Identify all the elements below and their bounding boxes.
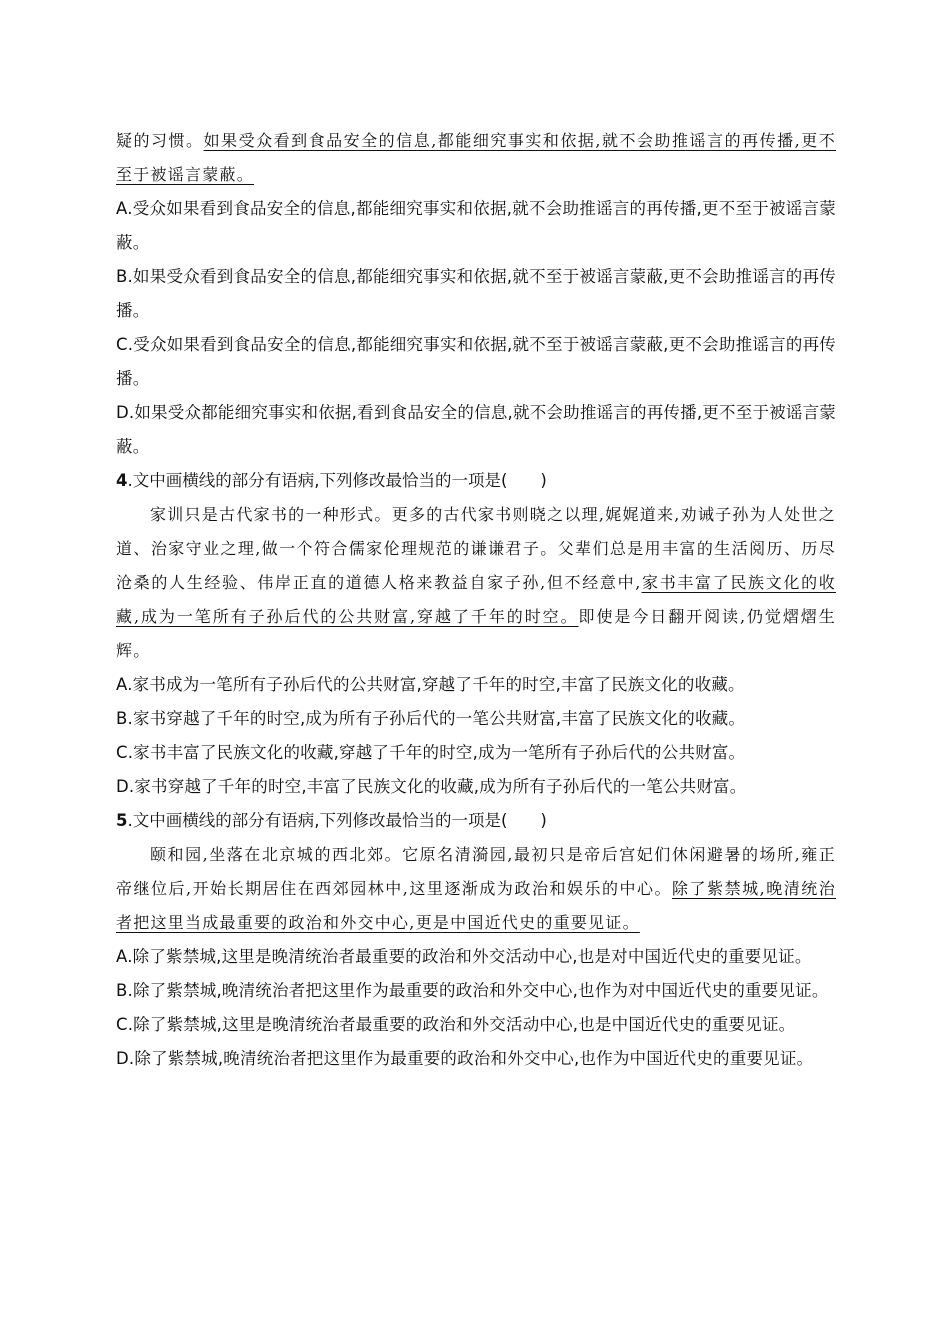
q4-stem-text: .文中画横线的部分有语病,下列修改最恰当的一项是( ) — [127, 471, 547, 490]
q3-option-b[interactable]: B.如果受众看到食品安全的信息,都能细究事实和依据,就不至于被谣言蒙蔽,更不会助推谣言的再传播。 — [116, 267, 836, 320]
q3-option-c[interactable]: C.受众如果看到食品安全的信息,都能细究事实和依据,就不至于被谣言蒙蔽,更不会助推谣言的再传播。 — [116, 335, 836, 388]
q3-passage-tail — [116, 124, 836, 192]
q3-option-a[interactable]: A.受众如果看到食品安全的信息,都能细究事实和依据,就不会助推谣言的再传播,更不至于被谣言蒙蔽。 — [116, 199, 836, 252]
q4-option-c[interactable]: C.家书丰富了民族文化的收藏,穿越了千年的时空,成为一笔所有子孙后代的公共财富。 — [116, 743, 746, 762]
q4-option-d[interactable]: D.家书穿越了千年的时空,丰富了民族文化的收藏,成为所有子孙后代的一笔公共财富。 — [116, 777, 747, 796]
q4-stem — [116, 464, 836, 498]
q5-option-b[interactable]: B.除了紫禁城,晚清统治者把这里作为最重要的政治和外交中心,也作为对中国近代史的重要见证。 — [116, 981, 829, 1000]
q3-option-d[interactable]: D.如果受众都能细究事实和依据,看到食品安全的信息,就不会助推谣言的再传播,更不至于被谣言蒙蔽。 — [116, 403, 836, 456]
q5-stem-text: .文中画横线的部分有语病,下列修改最恰当的一项是( ) — [127, 811, 547, 830]
q4-underlined-sentence: 家书丰富了民族文化的收藏,成为一笔所有子孙后代的公共财富,穿越了千年的时空。 — [116, 573, 836, 626]
q4-number: 4 — [116, 471, 128, 490]
q5-option-a[interactable]: A.除了紫禁城,这里是晚清统治者最重要的政治和外交活动中心,也是对中国近代史的重要见证。 — [116, 947, 812, 966]
q4-option-b[interactable]: B.家书穿越了千年的时空,成为所有子孙后代的一笔公共财富,丰富了民族文化的收藏。 — [116, 709, 746, 728]
q5-passage — [116, 838, 836, 940]
q3-underlined-sentence: 如果受众看到食品安全的信息,都能细究事实和依据,就不会助推谣言的再传播,更不至于被谣言蒙蔽。 — [116, 131, 836, 184]
q3-passage-lead: 疑的习惯。 — [116, 131, 204, 150]
q5-underlined-sentence: 除了紫禁城,晚清统治者把这里当成最重要的政治和外交中心,更是中国近代史的重要见证。 — [116, 879, 836, 932]
q5-option-d[interactable]: D.除了紫禁城,晚清统治者把这里作为最重要的政治和外交中心,也作为中国近代史的重要见证。 — [116, 1049, 814, 1068]
q4-passage-before: 家训只是古代家书的一种形式。更多的古代家书则晓之以理,娓娓道来,劝诫子孙为人处世之道、治家守业之理,做一个符合儒家伦理规范的谦谦君子。父辈们总是用丰富的生活阅历、历尽沧桑的人生经验、伟岸正直的道德人格来教益自家子孙,但不经意中, — [116, 505, 836, 592]
q4-passage — [116, 498, 836, 668]
q4-option-a[interactable]: A.家书成为一笔所有子孙后代的公共财富,穿越了千年的时空,丰富了民族文化的收藏。 — [116, 675, 745, 694]
q5-passage-before: 颐和园,坐落在北京城的西北郊。它原名清漪园,最初只是帝后宫妃们休闲避暑的场所,雍正帝继位后,开始长期居住在西郊园林中,这里逐渐成为政治和娱乐的中心。 — [116, 845, 836, 898]
q5-number: 5 — [116, 811, 128, 830]
document-page — [116, 124, 836, 1076]
q5-option-c[interactable]: C.除了紫禁城,这里是晚清统治者最重要的政治和外交活动中心,也是中国近代史的重要见证。 — [116, 1015, 796, 1034]
q4-passage-after: 即使是今日翻开阅读,仍觉熠熠生辉。 — [116, 607, 836, 660]
q5-stem — [116, 804, 836, 838]
